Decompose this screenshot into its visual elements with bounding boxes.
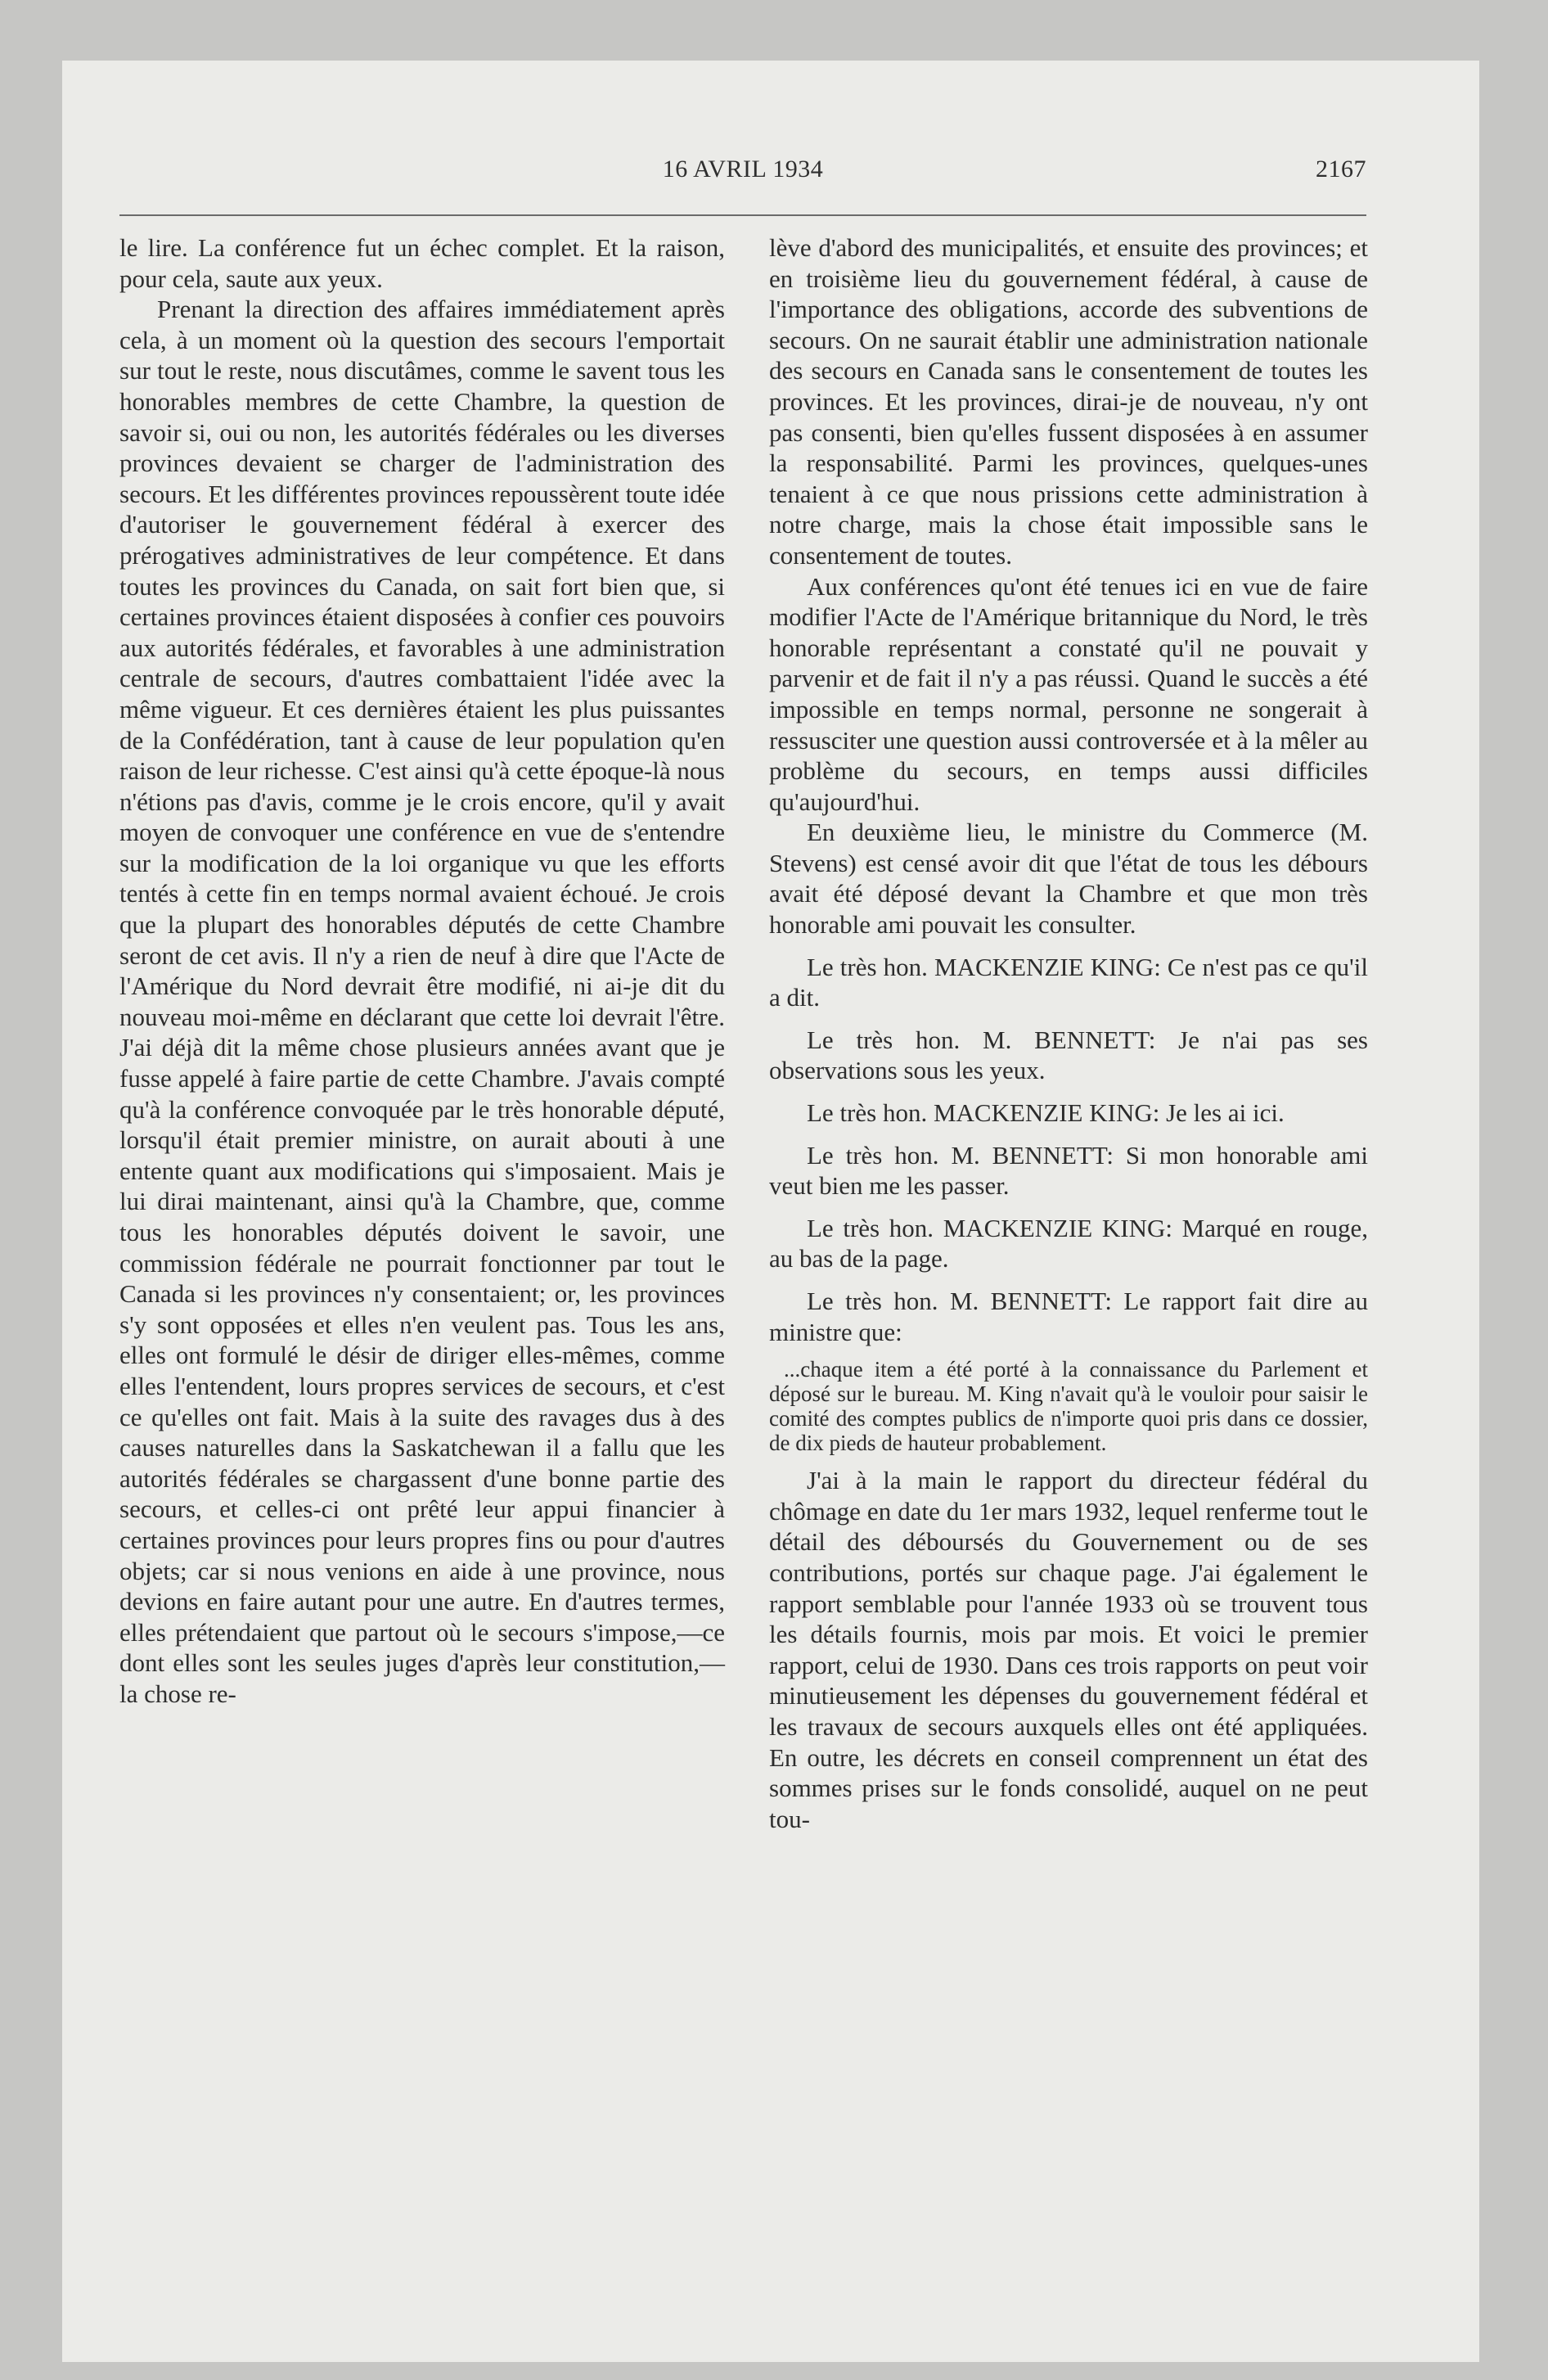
paragraph: lève d'abord des municipalités, et ensuite des provinces; et en troisième lieu du gouvernement fédéral, à cause de l'importance des obligations, accorde des subventions de secours. On ne saurait établir une administration nationale des secours en Canada sans le consentement de toutes les provinces. Et les provinces, dirai-je de nouveau, n'y ont pas consenti, bien qu'elles fussent disposées à en assumer la responsabilité. Parmi les provinces, quelques-unes tenaient à ce que nous prissions cette administration à notre charge, mais la chose était impossible sans le consentement de toutes. <box>769 233 1368 570</box>
speaker-paragraph: Le très hon. MACKENZIE KING: Ce n'est pas ce qu'il a dit. <box>769 952 1368 1012</box>
header-date: 16 AVRIL 1934 <box>662 156 824 183</box>
paragraph: En deuxième lieu, le ministre du Commerce (M. Stevens) est censé avoir dit que l'état de tous les débours avait été déposé devant la Chambre et que mon très honorable ami pouvait les consulter. <box>769 818 1368 940</box>
left-column <box>119 232 725 1710</box>
paragraph: Aux conférences qu'ont été tenues ici en vue de faire modifier l'Acte de l'Amérique britannique du Nord, le très honorable représentant a constaté qu'il ne pouvait y parvenir et de fait il n'y a pas réussi. Quand le succès a été impossible en temps normal, personne ne songerait à ressusciter une question aussi controversée et à la mêler au problème du secours, en temps aussi difficiles qu'aujourd'hui. <box>769 571 1368 816</box>
paragraph: J'ai à la main le rapport du directeur fédéral du chômage en date du 1er mars 1932, lequel renferme tout le détail des déboursés du Gouvernement ou de ses contributions, portés sur chaque page. J'ai également le rapport semblable pour l'année 1933 où se trouvent tous les détails fournis, mois par mois. Et voici le premier rapport, celui de 1930. Dans ces trois rapports on peut voir minutieusement les dépenses du gouvernement fédéral et les travaux de secours auxquels elles ont été appliquées. En outre, les décrets en conseil comprennent un état des sommes prises sur le fonds consolidé, auquel on ne peut tou- <box>769 1466 1368 1833</box>
paragraph: le lire. La conférence fut un échec complet. Et la raison, pour cela, saute aux yeux. <box>119 233 725 293</box>
page-number: 2167 <box>1316 156 1366 183</box>
speaker-paragraph: Le très hon. MACKENZIE KING: Je les ai ici. <box>807 1098 1285 1128</box>
speaker-paragraph: Le très hon. M. BENNETT: Je n'ai pas ses observations sous les yeux. <box>769 1025 1368 1085</box>
page-header <box>119 156 1366 196</box>
speaker-paragraph: Le très hon. M. BENNETT: Si mon honorable ami veut bien me les passer. <box>769 1140 1368 1201</box>
paragraph: Prenant la direction des affaires immédiatement après cela, à un moment où la question des secours l'emportait sur tout le reste, nous discutâmes, comme le savent tous les honorables membres de cette Chambre, la question de savoir si, oui ou non, les autorités fédérales ou les diverses provinces devaient se charger de l'administration des secours. Et les différentes provinces repoussèrent toute idée d'autoriser le gouvernement fédéral à exercer des prérogatives administratives de leur compétence. Et dans toutes les provinces du Canada, on sait fort bien que, si certaines provinces étaient disposées à confier ces pouvoirs aux autorités fédérales, et favorables à une administration centrale de secours, d'autres combattaient l'idée avec la même vigueur. Et ces dernières étaient les plus puissantes de la Confédération, tant à cause de leur population qu'en raison de leur richesse. C'est ainsi qu'à cette époque-là nous n'étions pas d'avis, comme je le crois encore, qu'il y avait moyen de convoquer une conférence en vue de s'entendre sur la modification de la loi organique vu que les efforts tentés à cette fin en temps normal avaient échoué. Je crois que la plupart des honorables députés de cette Chambre seront de cet avis. Il n'y a rien de neuf à dire que l'Acte de l'Amérique du Nord devrait être modifié, ni ai-je dit du nouveau moi-même en déclarant que cette loi devrait l'être. J'ai déjà dit la même chose plusieurs années avant que je fusse appelé à faire partie de cette Chambre. J'avais compté qu'à la conférence convoquée par le très honorable député, lorsqu'il était premier ministre, on aurait abouti à une entente quant aux modifications qui s'imposaient. Mais je lui dirai maintenant, ainsi qu'à la Chambre, que, comme tous les honorables députés doivent le savoir, une commission fédérale ne pourrait fonctionner par tout le Canada si les provinces n'y consentaient; or, les provinces s'y sont opposées et elles n'en veulent pas. Tous les ans, elles ont formulé le désir de diriger elles-mêmes, comme elles l'entendent, lours propres services de secours, et c'est ce qu'elles ont fait. Mais à la suite des ravages dus à des causes naturelles dans la Saskatchewan il a fallu que les autorités fédérales se chargassent d'une bonne partie des secours, et celles-ci ont prêté leur appui financier à certaines provinces pour leurs propres fins ou pour d'autres objets; car si nous venions en aide à une province, nous devions en faire autant pour une autre. En d'autres termes, elles prétendaient que partout où le secours s'impose,—ce dont elles sont les seules juges d'après leur constitution,—la chose re- <box>119 295 725 1708</box>
header-rule <box>119 214 1366 216</box>
block-quote: ...chaque item a été porté à la connaissance du Parlement et déposé sur le bureau. M. King n'avait qu'à le vouloir pour saisir le comité des comptes publics de n'importe quoi pris dans ce dossier, de dix pieds de hauteur probablement. <box>769 1357 1368 1456</box>
right-column <box>769 232 1368 1834</box>
speaker-paragraph: Le très hon. M. BENNETT: Le rapport fait dire au ministre que: <box>769 1287 1368 1346</box>
speaker-paragraph: Le très hon. MACKENZIE KING: Marqué en rouge, au bas de la page. <box>769 1213 1368 1273</box>
